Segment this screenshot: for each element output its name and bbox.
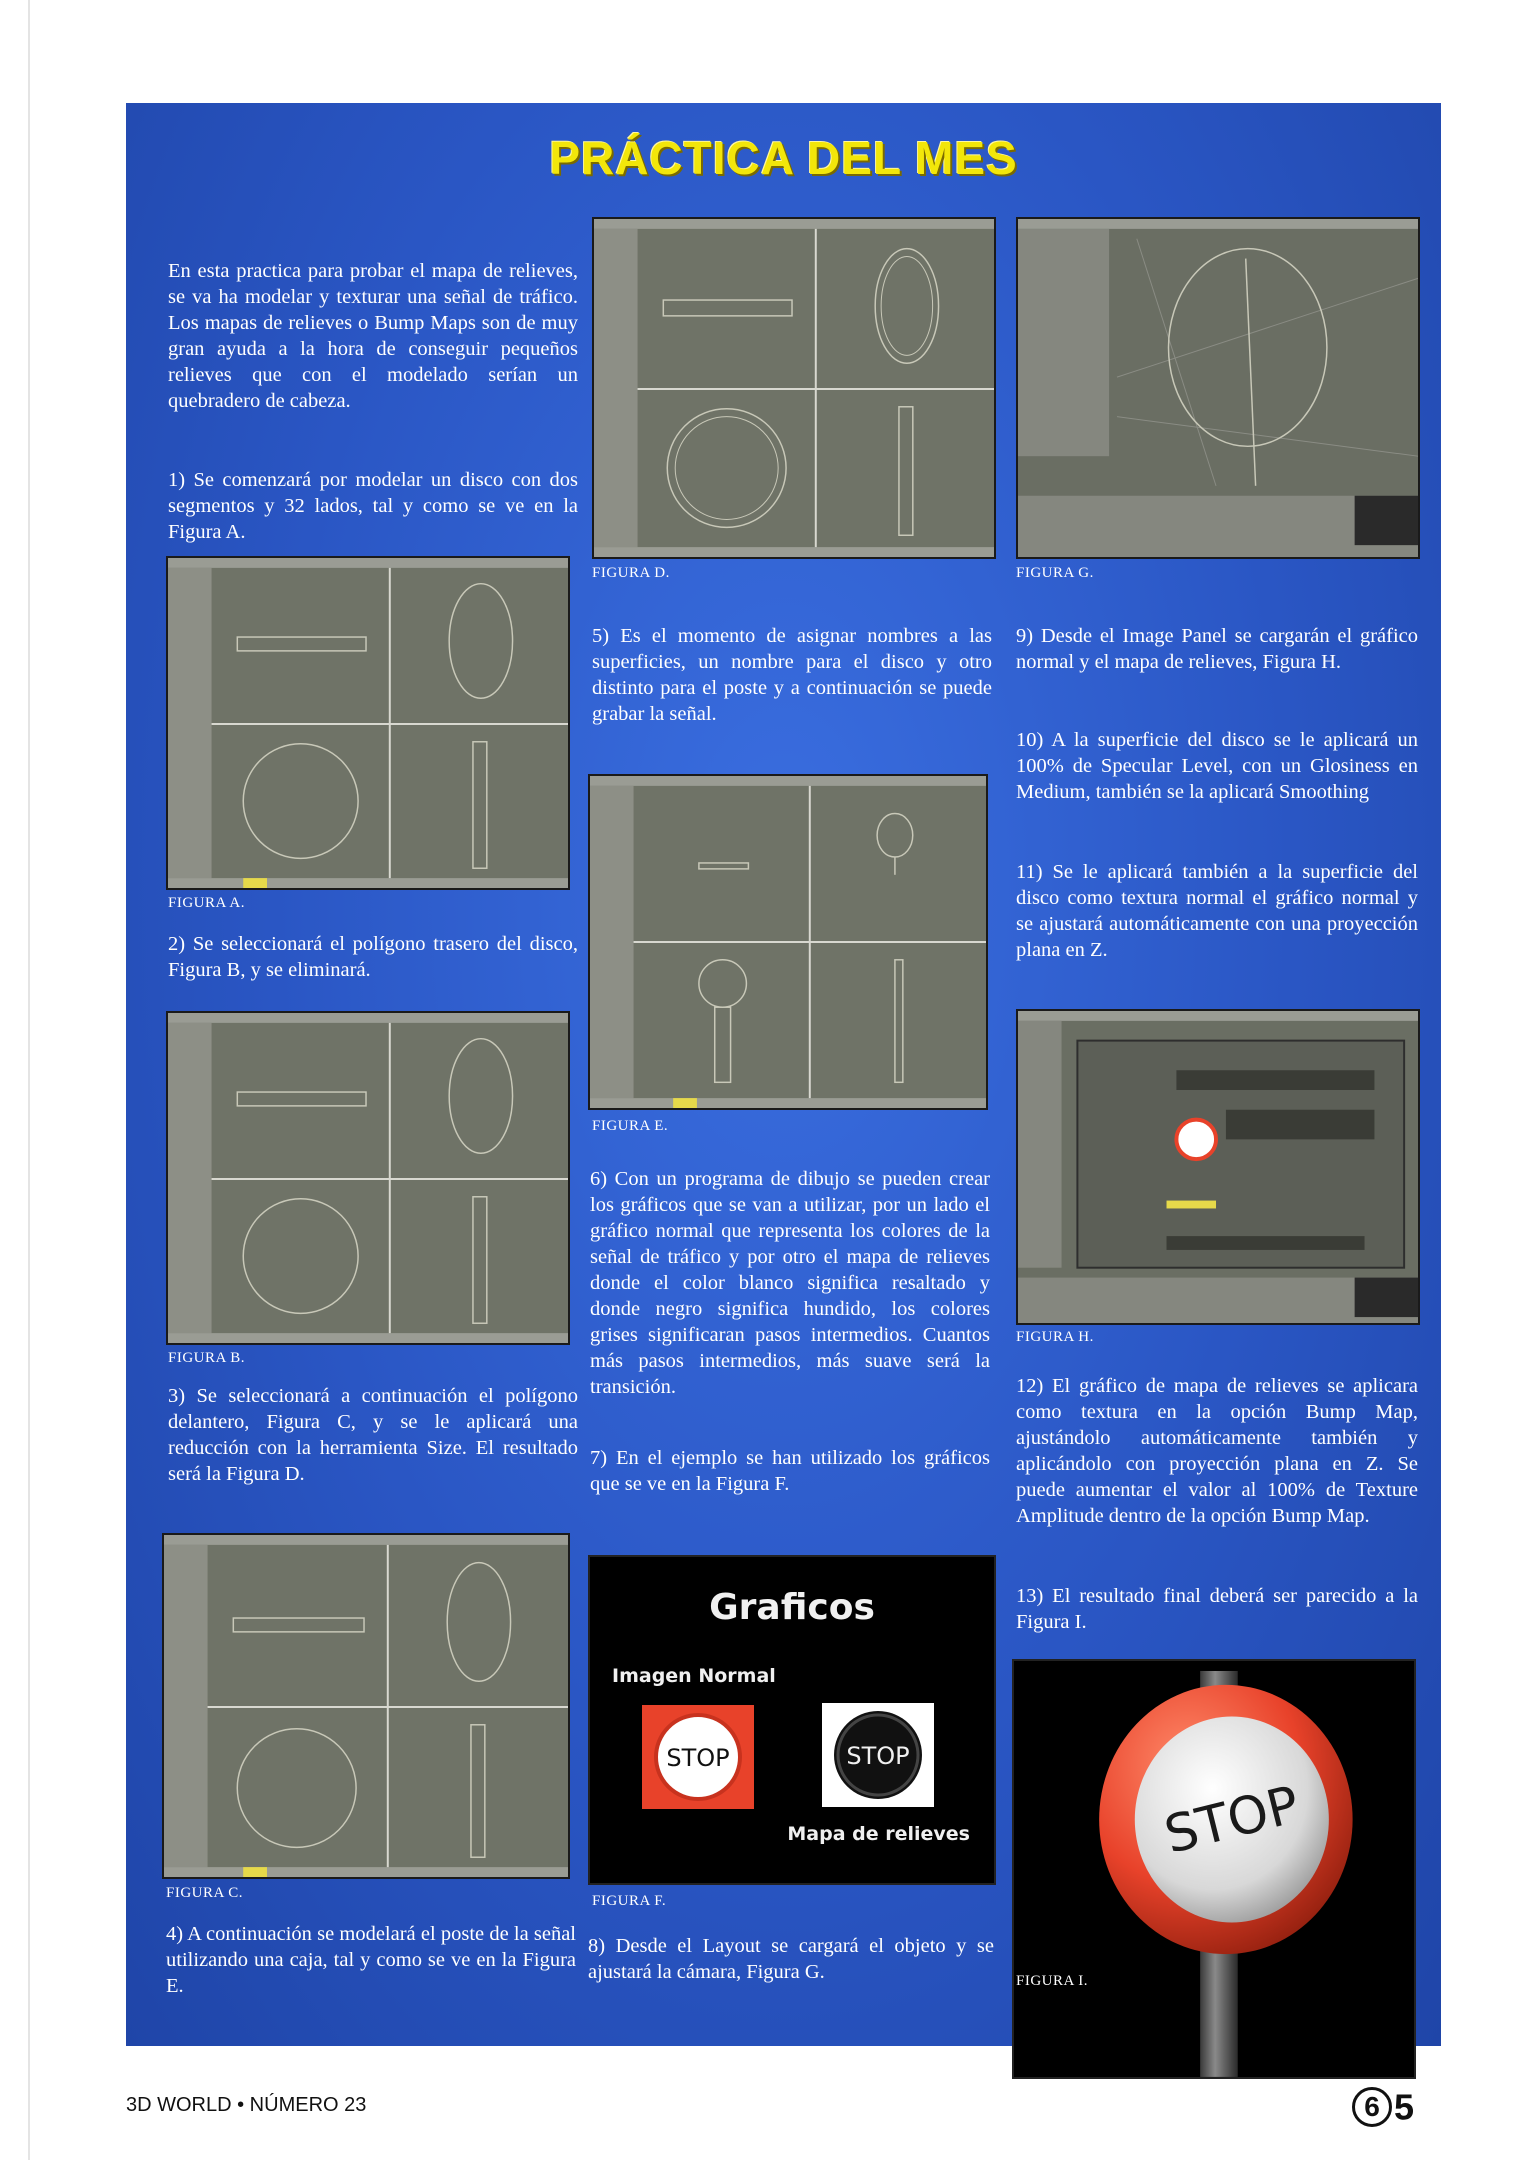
paragraph-7: 7) En el ejemplo se han utilizado los gráficos que se ve en la Figura F. bbox=[590, 1447, 990, 1495]
figure-i bbox=[1012, 1659, 1416, 2079]
paragraph-8: 8) Desde el Layout se cargará el objeto y se ajustará la cámara, Figura G. bbox=[588, 1935, 994, 1983]
page-number-circled-digit: 6 bbox=[1352, 2087, 1392, 2127]
figure-i-render bbox=[1014, 1661, 1414, 2077]
figure-b-viewport bbox=[168, 1013, 568, 1343]
footer-magazine: 3D WORLD • NÚMERO 23 bbox=[126, 2094, 367, 2116]
stop-bump-graphic bbox=[822, 1703, 934, 1807]
stop-bump-text: STOP bbox=[846, 1742, 910, 1770]
binding-line bbox=[28, 0, 30, 2160]
caption-figure-e: FIGURA E. bbox=[592, 1118, 669, 1134]
caption-figure-a: FIGURA A. bbox=[168, 895, 246, 911]
caption-figure-g: FIGURA G. bbox=[1016, 565, 1094, 581]
figure-f bbox=[588, 1555, 996, 1885]
figure-d bbox=[592, 217, 996, 559]
paragraph-9: 9) Desde el Image Panel se cargarán el gráfico normal y el mapa de relieves, Figura H. bbox=[1016, 625, 1418, 673]
stop-normal-graphic bbox=[642, 1705, 754, 1809]
paragraph-6: 6) Con un programa de dibujo se pueden crear los gráficos que se van a utilizar, por un lado el gráfico normal que representa los colores de la señal de tráfico y por otro el mapa de relieves donde el color blanco significa resaltado y donde negro significa hundido, los colores grises significaran pasos intermedios. Cuantos más pasos intermedios, más suave será la transición. bbox=[590, 1168, 990, 1398]
figure-e-viewport bbox=[590, 776, 986, 1108]
figure-f-normal-label: Imagen Normal bbox=[612, 1665, 776, 1687]
figure-e bbox=[588, 774, 988, 1110]
page-title: PRÁCTICA DEL MES bbox=[549, 132, 1018, 184]
stop-render-text: STOP bbox=[1158, 1774, 1306, 1866]
page-number-digit: 5 bbox=[1394, 2086, 1415, 2128]
figure-g bbox=[1016, 217, 1420, 559]
paragraph-4: 4) A continuación se modelará el poste de la señal utilizando una caja, tal y como se ve en la Figura E. bbox=[166, 1923, 576, 1997]
article-panel bbox=[126, 103, 1441, 2046]
paragraph-2: 2) Se seleccionará el polígono trasero del disco, Figura B, y se eliminará. bbox=[168, 933, 578, 981]
paragraph-5: 5) Es el momento de asignar nombres a las superficies, un nombre para el disco y otro distinto para el poste y a continuación se puede grabar la señal. bbox=[592, 625, 992, 725]
paragraph-13: 13) El resultado final deberá ser parecido a la Figura I. bbox=[1016, 1585, 1418, 1633]
figure-f-bump-label: Mapa de relieves bbox=[787, 1823, 970, 1845]
paragraph-3: 3) Se seleccionará a continuación el polígono delantero, Figura C, y se le aplicará una reducción con la herramienta Size. El resultado será la Figura D. bbox=[168, 1385, 578, 1485]
paragraph-11: 11) Se le aplicará también a la superficie del disco como textura normal el gráfico normal y se ajustará automáticamente con una proyección plana en Z. bbox=[1016, 861, 1418, 961]
figure-a bbox=[166, 556, 570, 890]
paragraph-12: 12) El gráfico de mapa de relieves se aplicara como textura en la opción Bump Map, ajustándolo automáticamente también y aplicándolo con proyección plana en Z. Se puede aumentar el valor al 100% de Texture Amplitude dentro de la opción Bump Map. bbox=[1016, 1375, 1418, 1527]
figure-f-title: Graficos bbox=[709, 1587, 875, 1628]
paragraph-intro: En esta practica para probar el mapa de relieves, se va ha modelar y texturar una señal de tráfico. Los mapas de relieves o Bump Maps son de muy gran ayuda a la hora de conseguir pequeños relieves que con el modelado serían un quebradero de cabeza. bbox=[168, 260, 578, 412]
caption-figure-c: FIGURA C. bbox=[166, 1885, 244, 1901]
figure-a-viewport bbox=[168, 558, 568, 888]
figure-c-viewport bbox=[164, 1535, 568, 1877]
caption-figure-h: FIGURA H. bbox=[1016, 1329, 1094, 1345]
page-number bbox=[1352, 2084, 1414, 2128]
caption-figure-f: FIGURA F. bbox=[592, 1893, 667, 1909]
figure-g-viewport bbox=[1018, 219, 1418, 557]
caption-figure-b: FIGURA B. bbox=[168, 1350, 246, 1366]
figure-d-viewport bbox=[594, 219, 994, 557]
paragraph-10: 10) A la superficie del disco se le aplicará un 100% de Specular Level, con un Glosiness en Medium, también se la aplicará Smoothing bbox=[1016, 729, 1418, 803]
caption-figure-i: FIGURA I. bbox=[1016, 1973, 1089, 1989]
figure-h bbox=[1016, 1009, 1420, 1325]
figure-b bbox=[166, 1011, 570, 1345]
paragraph-1: 1) Se comenzará por modelar un disco con dos segmentos y 32 lados, tal y como se ve en la Figura A. bbox=[168, 469, 578, 543]
figure-h-viewport bbox=[1018, 1011, 1418, 1323]
caption-figure-d: FIGURA D. bbox=[592, 565, 670, 581]
figure-c bbox=[162, 1533, 570, 1879]
stop-normal-text: STOP bbox=[666, 1744, 730, 1772]
